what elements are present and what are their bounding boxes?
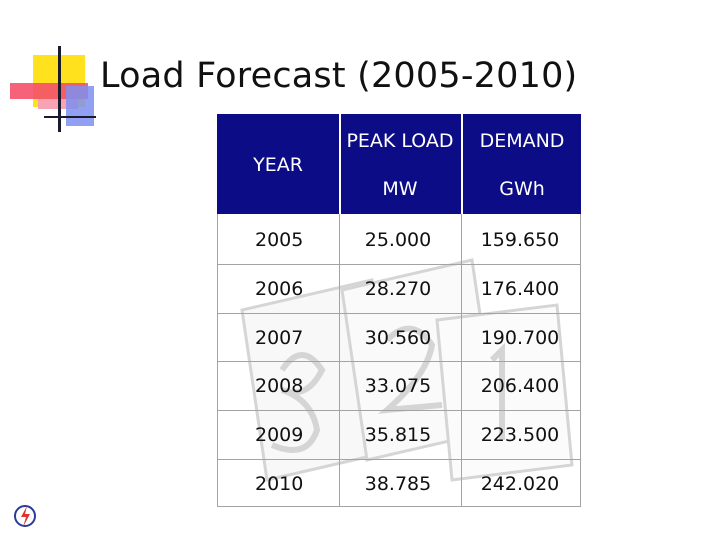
header-peak-load: PEAK LOAD (346, 130, 454, 152)
cell-peak: 35.815 (364, 424, 432, 446)
header-demand: DEMAND (479, 130, 565, 152)
cell-peak: 33.075 (364, 375, 432, 397)
grid-line (217, 361, 581, 362)
company-logo-icon (12, 500, 38, 530)
cell-year: 2007 (255, 327, 304, 349)
table-row (217, 265, 581, 313)
cell-year: 2008 (255, 375, 304, 397)
header-divider (339, 114, 341, 214)
cell-year: 2006 (255, 278, 304, 300)
header-year: YEAR (253, 154, 303, 176)
grid-line (217, 313, 581, 314)
cell-demand: 190.700 (480, 327, 560, 349)
table-row (217, 460, 581, 508)
decor-horizontal-line (44, 116, 96, 118)
cell-year: 2010 (255, 473, 304, 495)
grid-line (217, 264, 581, 265)
cell-demand: 242.020 (480, 473, 560, 495)
slide-title: Load Forecast (2005-2010) (100, 56, 578, 96)
table-row (217, 362, 581, 410)
header-divider (461, 114, 463, 214)
cell-year: 2009 (255, 424, 304, 446)
cell-demand: 176.400 (480, 278, 560, 300)
decor-blue-square (66, 86, 94, 126)
cell-demand: 206.400 (480, 375, 560, 397)
table-header (217, 114, 581, 214)
cell-peak: 38.785 (364, 473, 432, 495)
cell-demand: 223.500 (480, 424, 560, 446)
header-peak-unit: MW (382, 178, 418, 200)
decor-vertical-line (58, 46, 61, 132)
header-demand-unit: GWh (499, 178, 545, 200)
table-row (217, 411, 581, 459)
grid-line (217, 459, 581, 460)
cell-demand: 159.650 (480, 229, 560, 251)
cell-peak: 30.560 (364, 327, 432, 349)
cell-peak: 25.000 (364, 229, 432, 251)
load-forecast-table (217, 114, 581, 507)
grid-line (217, 506, 581, 507)
cell-peak: 28.270 (364, 278, 432, 300)
table-row (217, 216, 581, 264)
grid-line (217, 410, 581, 411)
cell-year: 2005 (255, 229, 304, 251)
table-row (217, 314, 581, 362)
